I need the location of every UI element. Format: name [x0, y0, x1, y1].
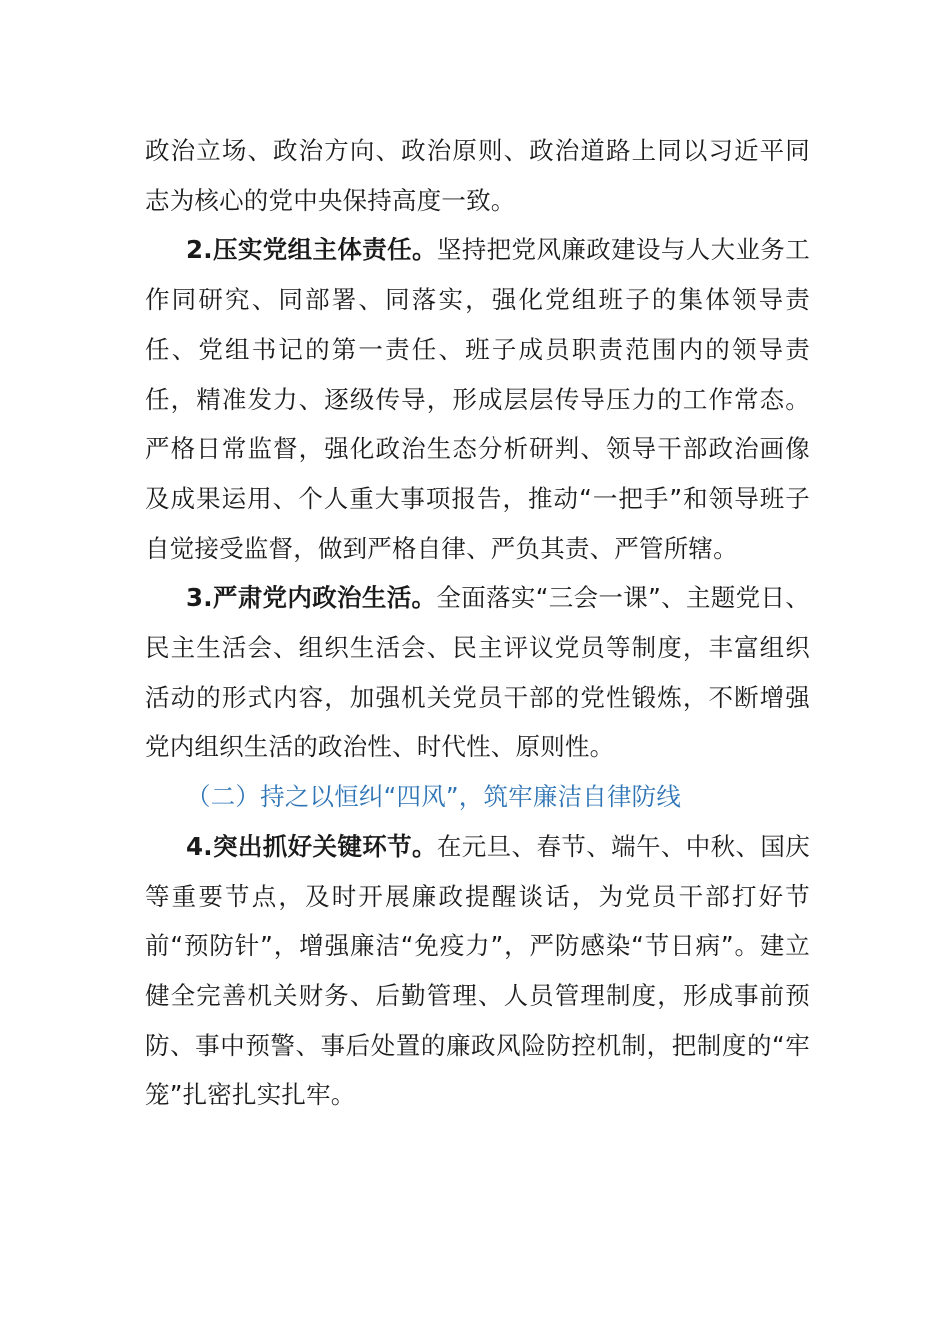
paragraph-body: 全面落实“三会一课”、主题党日、民主生活会、组织生活会、民主评议党员等制度，丰富组织活动的形式内容，加强机关党员干部的党性锻炼，不断增强党内组织生活的政治性、时代性、原则性。 [145, 583, 810, 762]
paragraph-title: 4.突出抓好关键环节。 [186, 831, 437, 861]
paragraph-title: 3.严肃党内政治生活。 [186, 583, 437, 613]
paragraph-body: 政治立场、政治方向、政治原则、政治道路上同以习近平同志为核心的党中央保持高度一致。 [145, 136, 810, 215]
section-heading [145, 772, 810, 822]
paragraph-item-2 [145, 225, 810, 573]
paragraph-body: 在元旦、春节、端午、中秋、国庆等重要节点，及时开展廉政提醒谈话，为党员干部打好节前“预防针”，增强廉洁“免疫力”，严防感染“节日病”。建立健全完善机关财务、后勤管理、人员管理制度，形成事前预防、事中预警、事后处置的廉政风险防控机制，把制度的“牢笼”扎密扎实扎牢。 [145, 831, 810, 1110]
paragraph-title: 2.压实党组主体责任。 [186, 235, 437, 265]
paragraph-continuation [145, 126, 810, 225]
paragraph-item-3 [145, 573, 810, 772]
paragraph-item-4 [145, 822, 810, 1120]
document-body [145, 126, 810, 1120]
paragraph-body: 坚持把党风廉政建设与人大业务工作同研究、同部署、同落实，强化党组班子的集体领导责任、党组书记的第一责任、班子成员职责范围内的领导责任，精准发力、逐级传导，形成层层传导压力的工作常态。严格日常监督，强化政治生态分析研判、领导干部政治画像及成果运用、个人重大事项报告，推动“一把手”和领导班子自觉接受监督，做到严格自律、严负其责、严管所辖。 [145, 235, 810, 563]
section-heading-text: （二）持之以恒纠“四风”，筑牢廉洁自律防线 [186, 782, 682, 812]
